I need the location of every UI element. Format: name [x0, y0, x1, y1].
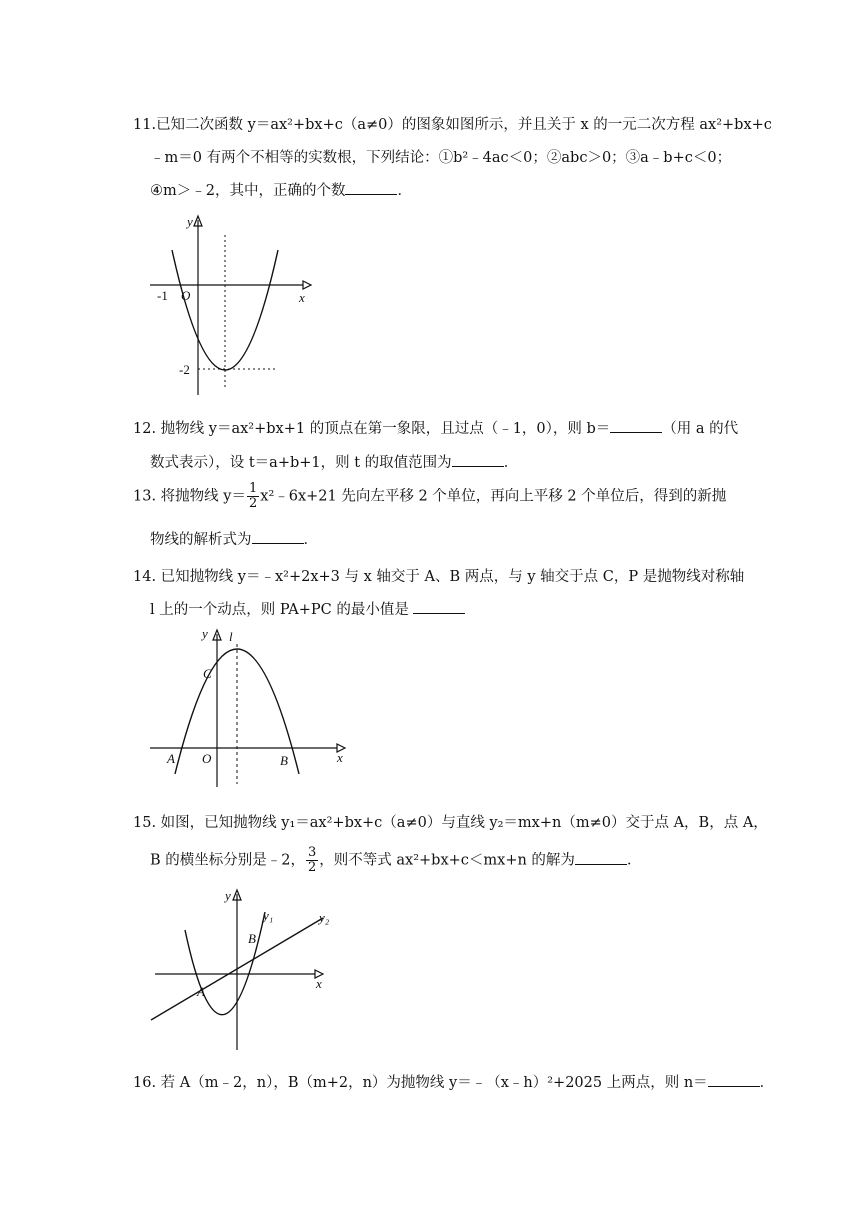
q11-label-origin: O	[181, 288, 191, 303]
q14-number: 14.	[133, 569, 157, 585]
q15-line-2	[150, 846, 641, 875]
q13-text-1: 将抛物线 y＝	[160, 488, 246, 505]
q15-frac-den: 2	[308, 860, 317, 875]
q14-label-l: l	[229, 629, 233, 644]
q11-label-y: y	[187, 214, 193, 229]
q11-number: 11.	[133, 117, 157, 133]
q12-number: 12.	[133, 421, 157, 437]
q14-line-2	[150, 598, 465, 619]
q14-label-b: B	[280, 753, 288, 768]
q11-line-1	[133, 113, 772, 134]
q11-x-arrow	[303, 281, 311, 289]
q15-fraction	[306, 846, 318, 875]
q13-frac-den: 2	[248, 496, 258, 511]
q15-tail: ．	[626, 852, 642, 869]
q12-text-1b: （用 a 的代	[662, 421, 739, 437]
q15-label-b: B	[248, 931, 256, 946]
q12-answer-blank-1[interactable]	[610, 418, 662, 433]
q12-answer-blank-2[interactable]	[452, 452, 504, 467]
q13-line-2	[150, 528, 318, 549]
q15-label-y1: y₁	[263, 908, 274, 923]
q13-text-3: 物线的解析式为	[150, 532, 252, 548]
q11-parabola-figure	[145, 210, 320, 400]
q13-number: 13.	[133, 488, 157, 505]
q13-fraction	[247, 482, 259, 511]
q14-text-1: 已知抛物线 y＝﹣x²+2x+3 与 x 轴交于 A、B 两点，与 y 轴交于点 C，P 是抛物线对称轴	[160, 569, 745, 585]
q15-text-2: B 的横坐标分别是﹣2，	[150, 852, 305, 869]
q14-line-1	[133, 565, 744, 586]
q11-label-x: x	[299, 290, 305, 305]
q15-label-y2: y₂	[319, 910, 330, 925]
q16-number: 16.	[133, 1075, 157, 1091]
q11-line-2	[150, 146, 731, 167]
q15-text-3: ，则不等式 ax²+bx+c＜mx+n 的解为	[319, 852, 575, 869]
q12-line-1	[133, 417, 738, 438]
q15-text-1: 如图，已知抛物线 y₁＝ax²+bx+c（a≠0）与直线 y₂＝mx+n（m≠0）交于点 A，B，点 A，	[160, 815, 768, 831]
q16-text-1: 若 A（m﹣2，n），B（m+2，n）为抛物线 y＝﹣（x﹣h）²+2025 上两点，则 n＝	[160, 1075, 708, 1091]
q11-label-neg-one: -1	[157, 288, 168, 303]
q16-line-1	[133, 1071, 774, 1092]
q14-answer-blank[interactable]	[413, 599, 465, 614]
q14-label-c: C	[203, 666, 212, 681]
q13-frac-num: 1	[248, 481, 258, 496]
q15-parabola-line-figure	[145, 882, 345, 1054]
q15-frac-num: 3	[308, 845, 317, 860]
q15-parabola-y1	[185, 912, 265, 1015]
q12-text-1: 抛物线 y＝ax²+bx+1 的顶点在第一象限，且过点（﹣1，0），则 b＝	[160, 421, 611, 437]
q15-number: 15.	[133, 815, 157, 831]
q14-label-y: y	[202, 626, 208, 641]
q11-label-neg-two: -2	[179, 362, 190, 377]
q14-text-2: l 上的一个动点，则 PA+PC 的最小值是	[150, 602, 409, 618]
q11-text-2: ﹣m＝0 有两个不相等的实数根，下列结论：①b²﹣4ac＜0；②abc＞0；③a﹣b+c＜0；	[150, 150, 732, 166]
q12-text-2: 数式表示），设 t＝a+b+1，则 t 的取值范围为	[150, 455, 452, 471]
q11-text-3: ④m＞﹣2，其中，正确的个数	[150, 183, 346, 199]
q14-label-a: A	[167, 751, 175, 766]
q15-answer-blank[interactable]	[575, 850, 627, 865]
q11-line-3	[150, 179, 412, 200]
q16-tail: ．	[759, 1075, 775, 1091]
q15-label-a: A	[197, 984, 205, 999]
q15-label-y: y	[225, 888, 231, 903]
q16-answer-blank[interactable]	[708, 1072, 760, 1087]
q13-tail: ．	[303, 532, 318, 548]
q13-text-2: x²﹣6x+21 先向左平移 2 个单位，再向上平移 2 个单位后，得到的新抛	[260, 488, 727, 505]
q15-label-x: x	[316, 976, 322, 991]
q11-tail: ．	[397, 183, 412, 199]
q12-tail: ．	[503, 455, 519, 471]
q11-text-1: 已知二次函数 y＝ax²+bx+c（a≠0）的图象如图所示，并且关于 x 的一元二次方程 ax²+bx+c	[156, 117, 772, 133]
q12-line-2	[150, 451, 518, 472]
q14-parabola-figure	[145, 622, 355, 797]
q14-label-o: O	[202, 751, 212, 766]
q13-line-1	[133, 482, 726, 511]
q11-answer-blank[interactable]	[345, 180, 397, 195]
q15-line-1	[133, 811, 768, 832]
q14-label-x: x	[337, 750, 343, 765]
q13-answer-blank[interactable]	[252, 529, 304, 544]
